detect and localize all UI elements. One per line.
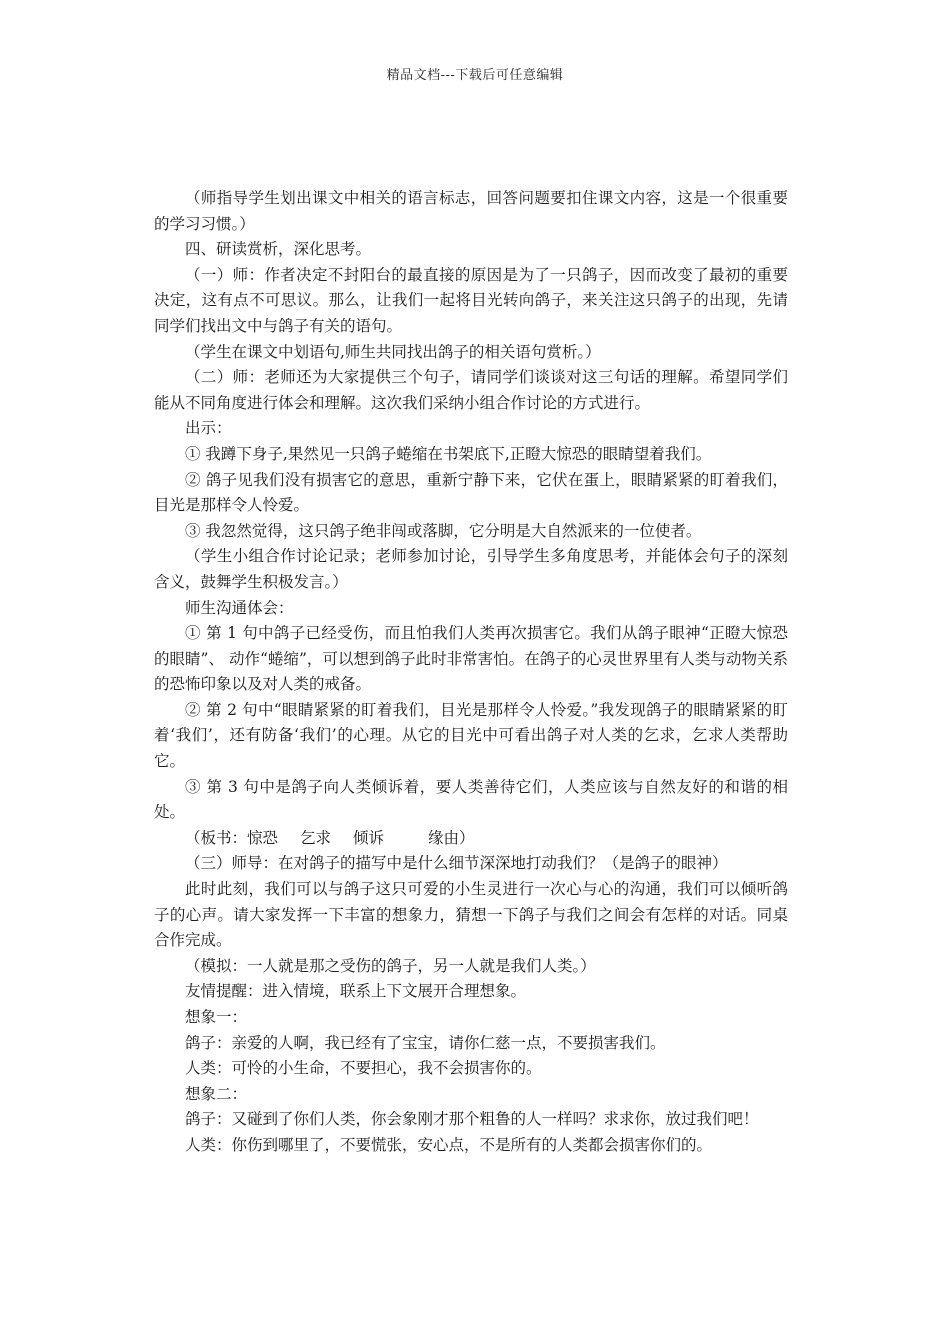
board-prefix: （板书：惊恐: [185, 828, 279, 847]
section-heading: 四、研读赏析，深化思考。: [185, 240, 372, 259]
paragraph: 师生沟通体会：: [185, 598, 294, 617]
analysis-3: ③ 第 3 句中是鸽子向人类倾诉着，要人类善待它们，人类应该与自然友好的和谐的相处。: [154, 777, 788, 822]
board-word-1: 乞求: [300, 828, 332, 847]
paragraph: 鸽子：又碰到了你们人类，你会象刚才那个粗鲁的人一样吗？求求你，放过我们吧！: [185, 1110, 759, 1129]
paragraph: （三）师导：在对鸽子的描写中是什么细节深深地打动我们？（是鸽子的眼神）: [185, 854, 728, 873]
paragraph: （师指导学生划出课文中相关的语言标志，回答问题要扣住课文内容，这是一个很重要的学习习惯。）: [154, 189, 788, 233]
document-body: [154, 186, 788, 1159]
paragraph: （学生在课文中划语句,师生共同找出鸽子的相关语句赏析。）: [185, 342, 601, 361]
board-word-3: 缘由）: [428, 828, 475, 847]
paragraph: （二）师：老师还为大家提供三个句子，请同学们谈谈对这三句话的理解。希望同学们能从不同角度进行体会和理解。这次我们采纳小组合作讨论的方式进行。: [154, 368, 788, 412]
paragraph: 鸽子：亲爱的人啊，我已经有了宝宝，请你仁慈一点，不要损害我们。: [185, 1033, 666, 1052]
quote-sentence-2: ② 鸽子见我们没有损害它的意思，重新宁静下来，它伏在蛋上，眼睛紧紧的盯着我们，目光是那样令人怜爱。: [154, 470, 788, 515]
paragraph: 此时此刻，我们可以与鸽子这只可爱的小生灵进行一次心与心的沟通，我们可以倾听鸽子的心声。请大家发挥一下丰富的想象力，猜想一下鸽子与我们之间会有怎样的对话。同桌合作完成。: [154, 880, 788, 950]
page-header: 精品文档---下载后可任意编辑: [386, 68, 564, 83]
paragraph: （模拟：一人就是那之受伤的鸽子，另一人就是我们人类。）: [185, 956, 596, 975]
quote-sentence-3: ③ 我忽然觉得，这只鸽子绝非闯或落脚，它分明是大自然派来的一位使者。: [185, 521, 702, 540]
quote-sentence-1: ① 我蹲下身子,果然见一只鸽子蜷缩在书架底下,正瞪大惊恐的眼睛望着我们。: [185, 444, 712, 463]
paragraph: 出示：: [185, 419, 232, 438]
paragraph: 想象二：: [185, 1084, 248, 1103]
paragraph: 人类：可怜的小生命，不要担心，我不会损害你的。: [185, 1059, 542, 1078]
board-notes: [154, 826, 788, 852]
analysis-1: ① 第 1 句中鸽子已经受伤，而且怕我们人类再次损害它。我们从鸽子眼神“正瞪大惊恐的眼睛”、 动作“蜷缩”，可以想到鸽子此时非常害怕。在鸽子的心灵世界里有人类与动物关系的恐怖印象以及对人类的戒备。: [154, 624, 788, 694]
paragraph: 想象一：: [185, 1008, 248, 1026]
paragraph: 人类：你伤到哪里了，不要慌张，安心点，不是所有的人类都会损害你们的。: [185, 1135, 713, 1154]
board-word-2: 倾诉: [353, 828, 385, 847]
analysis-2: ② 第 2 句中“眼睛紧紧的盯着我们，目光是那样令人怜爱。”我发现鸽子的眼睛紧紧的盯着‘我们’，还有防备‘我们’的心理。从它的目光中可看出鸽子对人类的乞求，乞求人类帮助它。: [154, 700, 788, 771]
paragraph: （学生小组合作讨论记录；老师参加讨论，引导学生多角度思考，并能体会句子的深刻含义，鼓舞学生积极发言。）: [154, 547, 788, 591]
paragraph: 友情提醒：进入情境，联系上下文展开合理想象。: [185, 982, 527, 1001]
paragraph: （一）师：作者决定不封阳台的最直接的原因是为了一只鸽子，因而改变了最初的重要决定，这有点不可思议。那么，让我们一起将目光转向鸽子，来关注这只鸽子的出现，先请同学们找出文中与鸽子有关的语句。: [154, 265, 788, 335]
